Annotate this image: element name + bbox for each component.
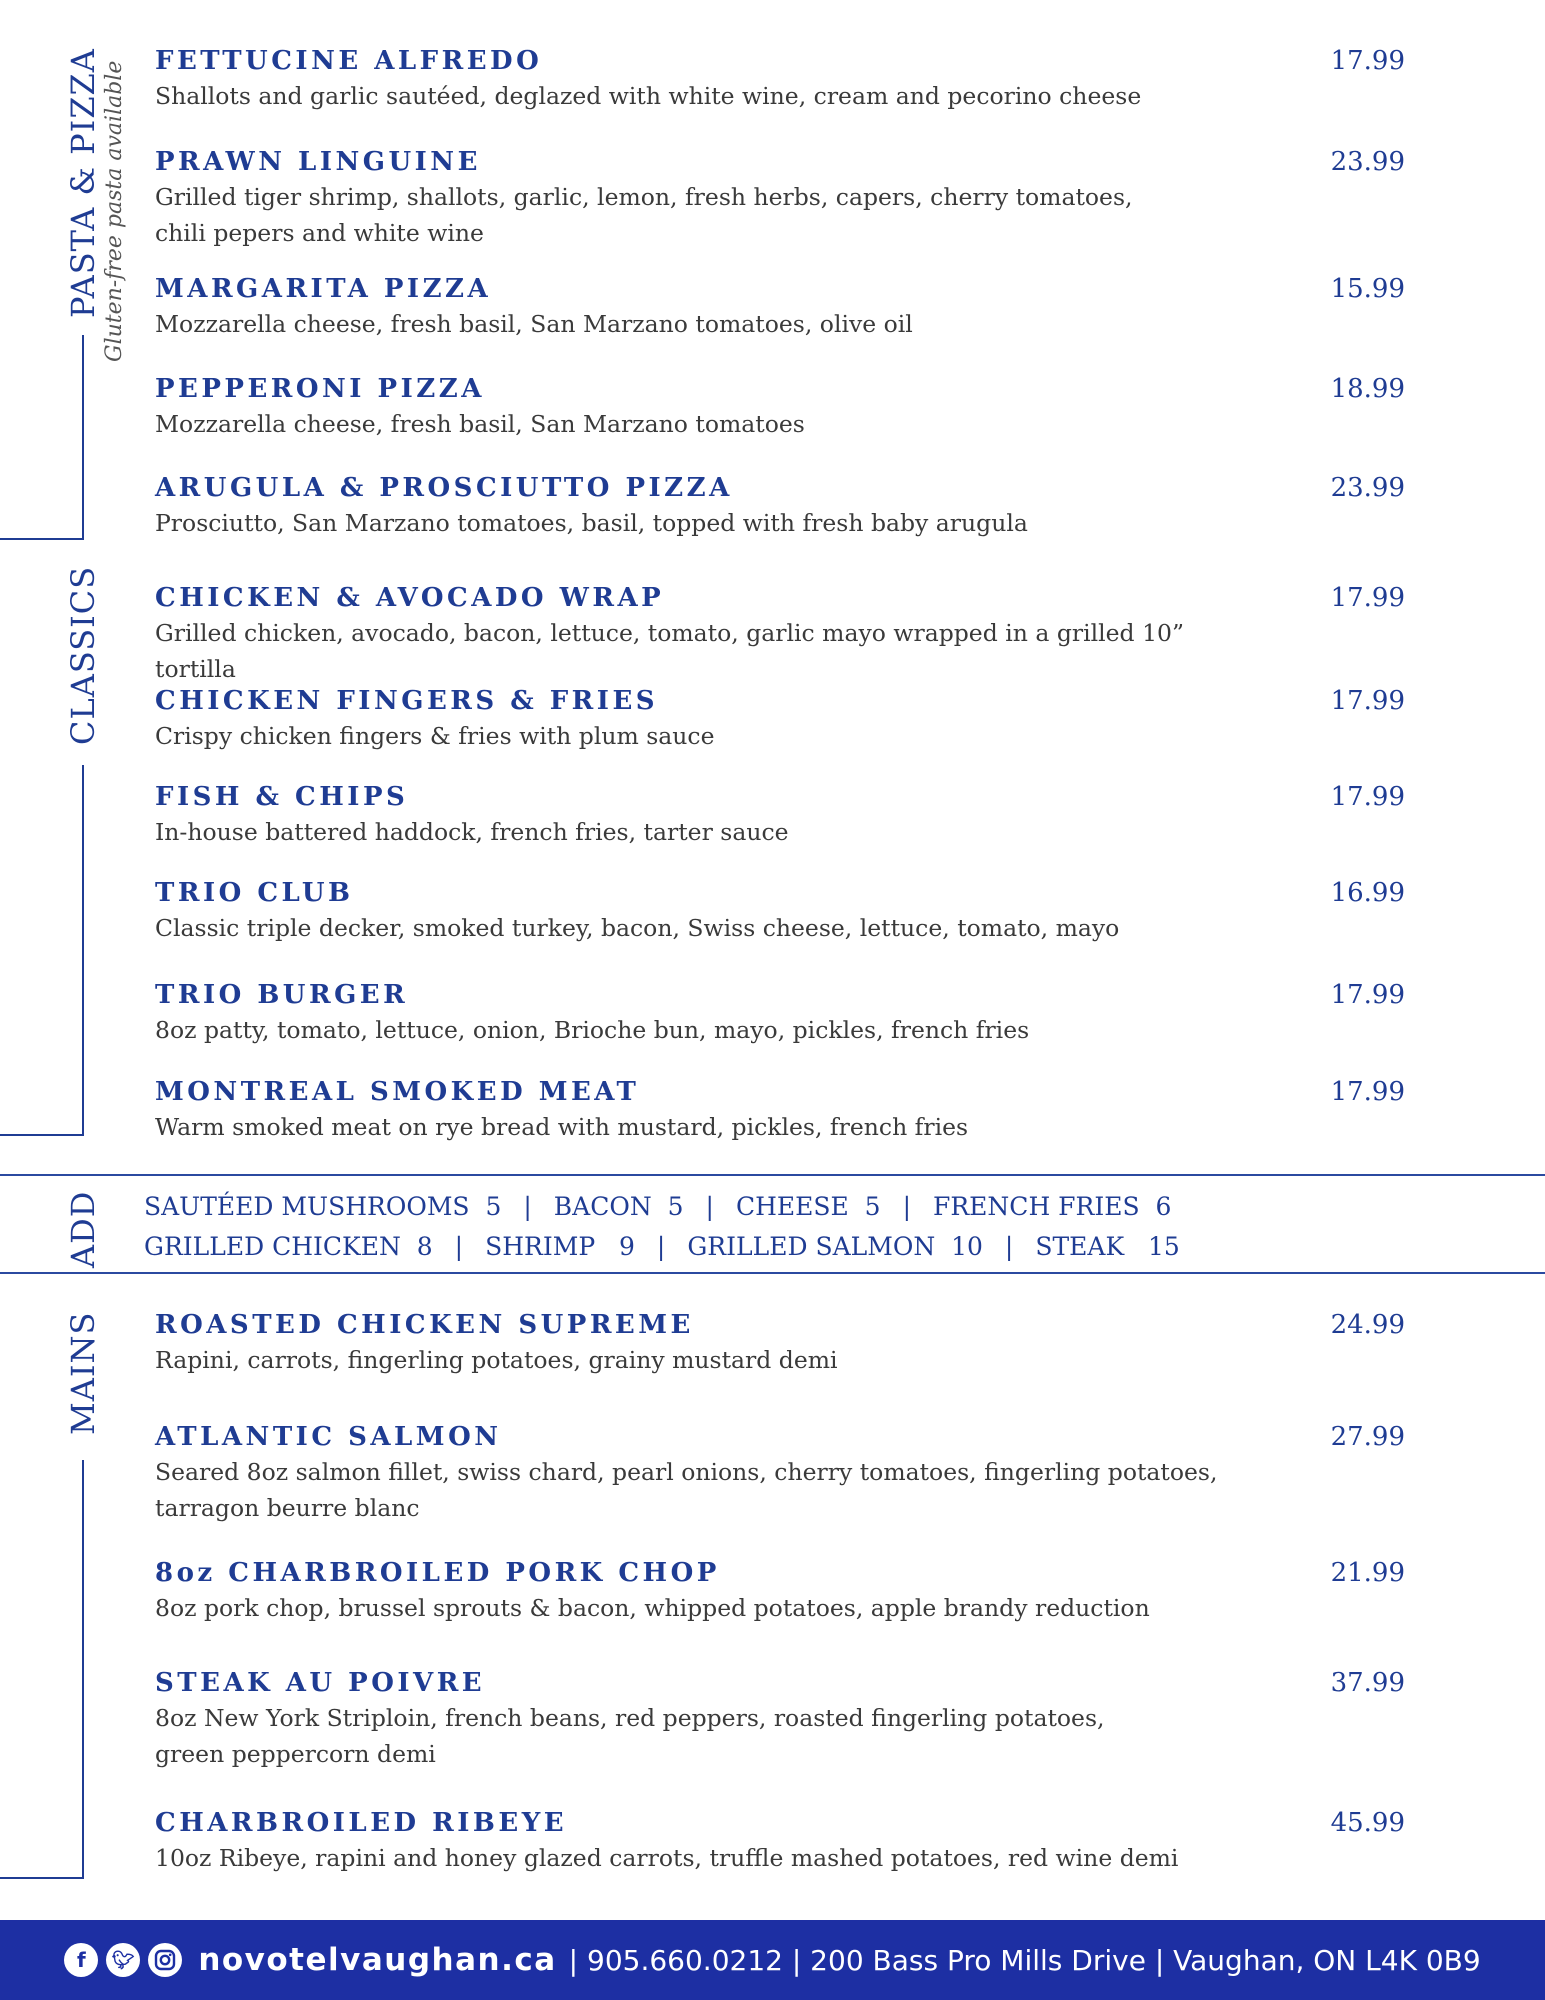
menu-item-price: 17.99 (1330, 782, 1405, 812)
menu-item (155, 1666, 1405, 1772)
pasta-bracket-horizontal (0, 538, 84, 540)
menu-item-name: MARGARITA PIZZA (155, 274, 492, 304)
menu-item-price: 17.99 (1330, 583, 1405, 613)
add-on-item: GRILLED CHICKEN 8 (144, 1232, 433, 1261)
menu-item (155, 471, 1405, 541)
menu-item (155, 44, 1405, 114)
add-on-item: CHEESE 5 (735, 1192, 881, 1221)
menu-item-price: 17.99 (1330, 1077, 1405, 1107)
menu-item (155, 1420, 1405, 1526)
instagram-icon[interactable] (148, 1943, 182, 1977)
add-on-separator: | (902, 1192, 912, 1221)
add-on-separator: | (656, 1232, 666, 1261)
pasta-bracket-vertical (82, 335, 84, 539)
classics-bracket-horizontal (0, 1134, 84, 1136)
menu-item-price: 15.99 (1330, 274, 1405, 304)
section-label-mains: MAINS (64, 1311, 102, 1435)
menu-item-name: FISH & CHIPS (155, 782, 409, 812)
menu-item-name: 8oz CHARBROILED PORK CHOP (155, 1558, 720, 1588)
menu-item-name: PRAWN LINGUINE (155, 147, 481, 177)
menu-item (155, 145, 1405, 251)
menu-item-name: PEPPERONI PIZZA (155, 374, 485, 404)
menu-item-name: ROASTED CHICKEN SUPREME (155, 1310, 694, 1340)
menu-item-price: 17.99 (1330, 980, 1405, 1010)
menu-item-description: tarragon beurre blanc (155, 1494, 420, 1522)
menu-item-name: TRIO BURGER (155, 980, 409, 1010)
menu-item-description: 8oz New York Striploin, french beans, red peppers, roasted fingerling potatoes, (155, 1704, 1105, 1732)
menu-item-description: chili pepers and white wine (155, 219, 484, 247)
menu-item-description: 8oz patty, tomato, lettuce, onion, Brioche bun, mayo, pickles, french fries (155, 1016, 1030, 1044)
menu-item (155, 1806, 1405, 1876)
section-label-add: ADD (64, 1190, 102, 1268)
mains-bracket-horizontal (0, 1877, 84, 1879)
menu-item (155, 684, 1405, 754)
menu-item-price: 23.99 (1330, 473, 1405, 503)
add-on-separator: | (1004, 1232, 1014, 1261)
menu-item-description: In-house battered haddock, french fries, tarter sauce (155, 818, 789, 846)
menu-item (155, 1075, 1405, 1145)
twitter-icon[interactable]: 🐦︎ (106, 1943, 140, 1977)
menu-item-description: Rapini, carrots, fingerling potatoes, grainy mustard demi (155, 1346, 838, 1374)
menu-item-description: Classic triple decker, smoked turkey, bacon, Swiss cheese, lettuce, tomato, mayo (155, 914, 1120, 942)
add-on-separator: | (523, 1192, 532, 1221)
add-on-separator: | (705, 1192, 714, 1221)
menu-item (155, 372, 1405, 442)
add-bottom-rule (0, 1272, 1545, 1274)
add-on-item: GRILLED SALMON 10 (687, 1232, 983, 1261)
menu-item-description: Mozzarella cheese, fresh basil, San Marzano tomatoes, olive oil (155, 310, 913, 338)
menu-item-price: 21.99 (1330, 1558, 1405, 1588)
menu-item (155, 876, 1405, 946)
menu-item (155, 1556, 1405, 1626)
add-on-item: BACON 5 (553, 1192, 684, 1221)
menu-item-description: Crispy chicken fingers & fries with plum sauce (155, 722, 715, 750)
add-on-item: SAUTÉED MUSHROOMS 5 (144, 1192, 502, 1221)
menu-item-name: CHARBROILED RIBEYE (155, 1808, 568, 1838)
add-on-item: FRENCH FRIES 6 (933, 1192, 1172, 1221)
menu-item-description: Grilled chicken, avocado, bacon, lettuce, tomato, garlic mayo wrapped in a grilled 10” tortilla (155, 619, 1184, 683)
menu-item-description: Mozzarella cheese, fresh basil, San Marzano tomatoes (155, 410, 805, 438)
menu-item-name: ARUGULA & PROSCIUTTO PIZZA (155, 473, 733, 503)
classics-bracket-vertical (82, 765, 84, 1135)
menu-item-price: 18.99 (1330, 374, 1405, 404)
menu-item-name: STEAK AU POIVRE (155, 1668, 486, 1698)
footer-website-link[interactable]: novotelvaughan.ca (198, 1942, 557, 1978)
section-label-classics: CLASSICS (64, 565, 102, 745)
menu-item-name: TRIO CLUB (155, 878, 354, 908)
menu-item-name: MONTREAL SMOKED MEAT (155, 1077, 640, 1107)
add-on-item: STEAK 15 (1035, 1232, 1180, 1261)
footer-bar (0, 1920, 1545, 2000)
menu-item-price: 27.99 (1330, 1422, 1405, 1452)
menu-item-price: 24.99 (1330, 1310, 1405, 1340)
menu-item-price: 45.99 (1330, 1808, 1405, 1838)
menu-item (155, 272, 1405, 342)
menu-item-price: 37.99 (1330, 1668, 1405, 1698)
menu-item-name: CHICKEN & AVOCADO WRAP (155, 583, 665, 613)
menu-item (155, 581, 1405, 687)
menu-item-description: Shallots and garlic sautéed, deglazed with white wine, cream and pecorino cheese (155, 82, 1142, 110)
menu-item (155, 780, 1405, 850)
menu-item-description: Prosciutto, San Marzano tomatoes, basil, topped with fresh baby arugula (155, 509, 1028, 537)
facebook-icon[interactable]: f (64, 1943, 98, 1977)
add-ons-row-2 (144, 1230, 1180, 1264)
menu-item (155, 978, 1405, 1048)
add-on-separator: | (454, 1232, 464, 1261)
section-sublabel-gluten-free: Gluten-free pasta available (102, 60, 127, 362)
menu-item-description: Seared 8oz salmon fillet, swiss chard, pearl onions, cherry tomatoes, fingerling potatoes, (155, 1458, 1218, 1486)
add-top-rule (0, 1174, 1545, 1176)
menu-item-price: 17.99 (1330, 686, 1405, 716)
menu-item-name: ATLANTIC SALMON (155, 1422, 502, 1452)
menu-item-price: 16.99 (1330, 878, 1405, 908)
menu-item-description: Grilled tiger shrimp, shallots, garlic, lemon, fresh herbs, capers, cherry tomatoes, (155, 183, 1133, 211)
menu-item-price: 23.99 (1330, 147, 1405, 177)
section-label-pasta-pizza: PASTA & PIZZA (64, 48, 102, 318)
menu-item-description: 10oz Ribeye, rapini and honey glazed carrots, truffle mashed potatoes, red wine demi (155, 1844, 1179, 1872)
menu-item-name: CHICKEN FINGERS & FRIES (155, 686, 659, 716)
menu-item (155, 1308, 1405, 1378)
add-on-item: SHRIMP 9 (485, 1232, 635, 1261)
menu-item-price: 17.99 (1330, 46, 1405, 76)
menu-item-description: green peppercorn demi (155, 1740, 436, 1768)
mains-bracket-vertical (82, 1460, 84, 1878)
add-ons-row-1 (144, 1190, 1171, 1224)
menu-item-name: FETTUCINE ALFREDO (155, 46, 543, 76)
footer-contact-details: | 905.660.0212 | 200 Bass Pro Mills Drive | Vaughan, ON L4K 0B9 (568, 1943, 1481, 1977)
menu-item-description: Warm smoked meat on rye bread with mustard, pickles, french fries (155, 1113, 969, 1141)
menu-item-description: 8oz pork chop, brussel sprouts & bacon, whipped potatoes, apple brandy reduction (155, 1594, 1150, 1622)
